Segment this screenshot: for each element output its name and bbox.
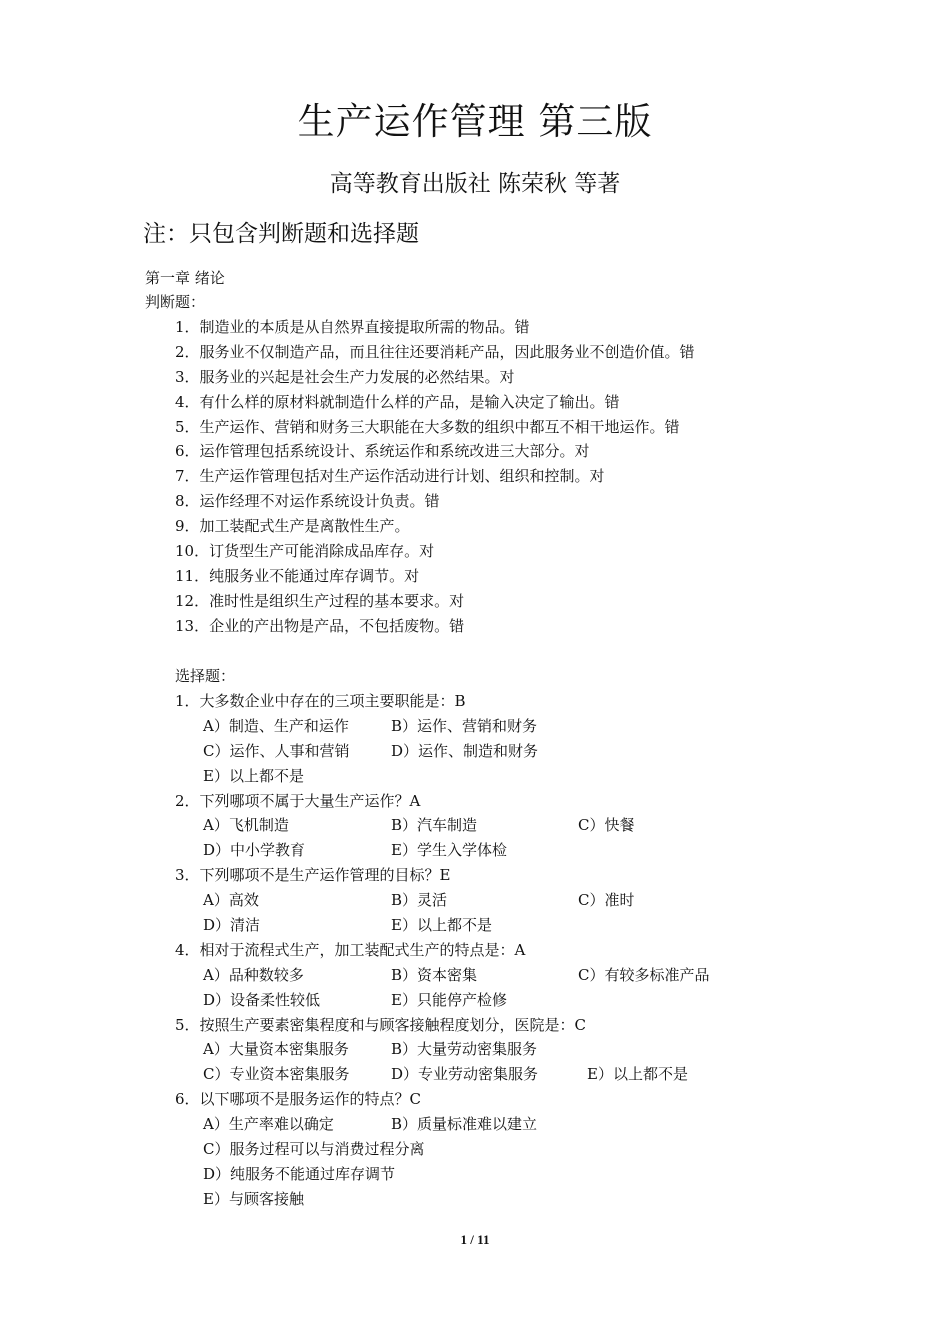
option-row: [175, 1037, 586, 1062]
true-false-item: 7．生产运作管理包括对生产运作活动进行计划、组织和控制。对: [175, 467, 605, 486]
answer-option: B）灵活: [391, 891, 448, 910]
true-false-item: 2．服务业不仅制造产品，而且往往还要消耗产品，因此服务业不创造价值。错: [175, 342, 695, 361]
option-row: [175, 888, 635, 913]
question-text: 1．大多数企业中存在的三项主要职能是：B: [175, 692, 466, 710]
multiple-choice-list: [175, 689, 710, 1212]
true-false-item: 6．运作管理包括系统设计、系统运作和系统改进三大部分。对: [175, 442, 590, 461]
answer-option: D）运作、制造和财务: [391, 741, 539, 760]
option-row: [175, 739, 586, 764]
answer-option: A）品种数较多: [203, 965, 304, 984]
true-false-item: 10．订货型生产可能消除成品库存。对: [175, 542, 435, 561]
option-row: [175, 988, 586, 1013]
option-row: [175, 913, 586, 938]
question-text: 2．下列哪项不属于大量生产运作？A: [175, 791, 421, 810]
true-false-item: 4．有什么样的原材料就制造什么样的产品，是输入决定了输出。错: [175, 392, 620, 411]
true-false-item: 3．服务业的兴起是社会生产力发展的必然结果。对: [175, 367, 515, 386]
answer-option: E）只能停产检修: [391, 990, 507, 1009]
option-row: [175, 838, 586, 863]
answer-option: D）纯服务不能通过库存调节: [203, 1164, 396, 1183]
page-number: 1 / 11: [460, 1232, 490, 1247]
true-false-item: 12．准时性是组织生产过程的基本要求。对: [175, 591, 465, 610]
option-row: [175, 1137, 586, 1162]
true-false-item: 5．生产运作、营销和财务三大职能在大多数的组织中都互不相干地运作。错: [175, 417, 680, 436]
answer-option: A）制造、生产和运作: [203, 716, 349, 735]
answer-option: A）飞机制造: [203, 816, 289, 835]
answer-option: D）专业劳动密集服务: [391, 1065, 539, 1084]
answer-option: A）生产率难以确定: [203, 1115, 334, 1134]
answer-option: B）资本密集: [391, 965, 478, 984]
document-subtitle: 高等教育出版社 陈荣秋 等著: [329, 171, 621, 197]
answer-option: A）大量资本密集服务: [203, 1040, 349, 1059]
question-text: 4．相对于流程式生产，加工装配式生产的特点是：A: [175, 940, 526, 959]
true-false-item: 13．企业的产出物是产品，不包括废物。错: [175, 616, 465, 635]
answer-option: D）中小学教育: [203, 841, 306, 860]
option-row: [175, 1162, 586, 1187]
answer-option: B）质量标准难以建立: [391, 1115, 538, 1134]
answer-option: D）设备柔性较低: [203, 990, 321, 1009]
true-false-item: 1．制造业的本质是从自然界直接提取所需的物品。错: [175, 318, 530, 336]
true-false-item: 9．加工装配式生产是离散性生产。: [175, 517, 410, 536]
option-row: [175, 963, 710, 988]
answer-option: B）汽车制造: [391, 816, 478, 835]
answer-option: A）高效: [203, 891, 259, 910]
option-row: [175, 1187, 586, 1212]
answer-option: B）运作、营销和财务: [391, 716, 538, 735]
document-title: 生产运作管理 第三版: [297, 100, 653, 143]
answer-option: E）以上都不是: [391, 916, 492, 935]
scope-note: 注：只包含判断题和选择题: [143, 221, 419, 247]
answer-option: C）专业资本密集服务: [203, 1065, 350, 1084]
answer-option: E）学生入学体检: [391, 841, 507, 860]
option-row: [175, 813, 635, 838]
question-text: 3．下列哪项不是生产运作管理的目标？E: [175, 866, 451, 885]
question-text: 6．以下哪项不是服务运作的特点？C: [175, 1090, 422, 1109]
answer-option: C）有较多标准产品: [578, 965, 710, 984]
answer-option: B）大量劳动密集服务: [391, 1040, 538, 1059]
true-false-item: 11．纯服务业不能通过库存调节。对: [175, 566, 420, 585]
answer-option: D）清洁: [203, 916, 261, 935]
question-text: 5．按照生产要素密集程度和与顾客接触程度划分，医院是：C: [175, 1015, 587, 1034]
true-false-list: [175, 315, 695, 639]
answer-option: E）以上都不是: [587, 1065, 688, 1084]
answer-option: C）准时: [578, 891, 635, 910]
answer-option: C）运作、人事和营销: [203, 741, 350, 760]
chapter-heading: 第一章 绪论: [145, 269, 225, 287]
answer-option: C）服务过程可以与消费过程分离: [203, 1140, 425, 1159]
option-row: [175, 764, 586, 789]
answer-option: E）与顾客接触: [203, 1189, 304, 1208]
answer-option: C）快餐: [578, 816, 635, 835]
answer-option: E）以上都不是: [203, 766, 304, 785]
option-row: [175, 714, 586, 739]
true-false-item: 8．运作经理不对运作系统设计负责。错: [175, 492, 440, 511]
true-false-label: 判断题：: [145, 293, 206, 311]
multiple-choice-label: 选择题：: [175, 667, 236, 685]
option-row: [175, 1112, 586, 1137]
option-row: [175, 1062, 688, 1087]
